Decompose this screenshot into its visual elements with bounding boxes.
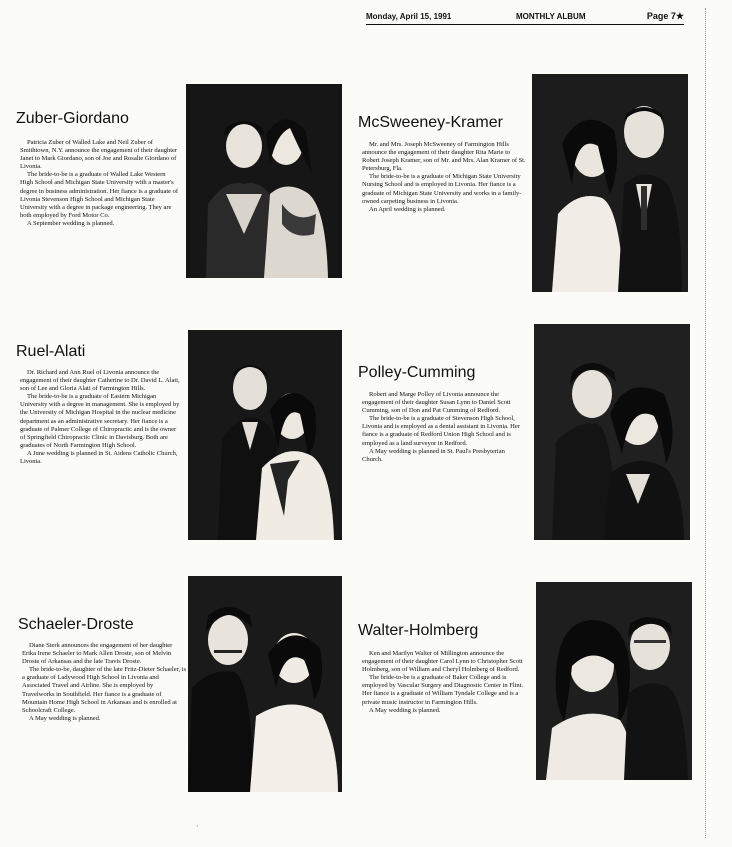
announcement-paragraph: Dr. Richard and Ann Ruel of Livonia announce the engagement of their daughter Catherine to Dr. David L. Alati, son of Lee and Gloria Alati of Farmington Hills. [20, 369, 180, 393]
announcement-body [20, 369, 182, 466]
page-header [366, 10, 684, 25]
margin-rule [705, 8, 706, 838]
couple-photo [534, 324, 690, 540]
announcement-paragraph: A June wedding is planned in St. Aidens Catholic Church, Livonia. [20, 449, 178, 466]
announcement-paragraph: A May wedding is planned. [29, 714, 101, 722]
announcement-title: Ruel-Alati [16, 343, 86, 360]
announcement-title: Schaeler-Droste [18, 616, 134, 633]
announcement-title: Polley-Cumming [358, 364, 476, 381]
announcement-title: Walter-Holmberg [358, 622, 479, 639]
announcement-body [362, 391, 526, 464]
announcement-paragraph: Mr. and Mrs. Joseph McSweeney of Farmington Hills announce the engagement of their daughter Rita Marie to Robert Joseph Kramer, son of Mr. and Mrs. Alan Kramer of St. Petersburg, Fla. [362, 141, 526, 173]
announcement-paragraph: Patricia Zuber of Walled Lake and Neil Zuber of Smithtown, N.Y. announce the engagement of their daughter Janet to Mark Giordano, son of Joe and Rosalie Giordano of Livonia. [20, 139, 178, 171]
announcement-body [22, 642, 186, 723]
announcement-paragraph: The bride-to-be, daughter of the late Fritz-Dieter Schaeler, is a graduate of Ladywood High School in Livonia and Associated Travel and Airline. She is employed by Travelworks in Southfield. Her fiance is a graduate of Mountain Home High School in Arkansas and is enrolled at Schoolcraft College. [22, 666, 186, 714]
announcement-body [362, 141, 526, 214]
couple-photo [532, 74, 688, 292]
announcement-paragraph: Diane Sterk announces the engagement of her daughter Erika Irene Schaeler to Mark Allen Droste, son of Melvin Droste of Arkansas and the late Travis Droste. [22, 642, 173, 666]
announcement-body [362, 650, 532, 715]
announcement-paragraph: The bride-to-be is a graduate of Eastern Michigan University with a degree in management. She is employed by the University of Michigan Hospital in the nuclear medicine department as an administrative secretary. Her fiance is a graduate of Palmer College of Chiropractic and is the owner of Springfield Chiropractic Clinic in Davisburg. Both are graduates of North Farmington High School. [20, 393, 180, 449]
announcement-paragraph: The bride-to-be is a graduate of Michigan State University Nursing School and is employed in Livonia. Her fiance is a graduate of Michigan State University and works in a family-owned carpeting business in Livonia. [362, 173, 522, 205]
header-page-number: Page 7★ [646, 11, 684, 21]
announcement-body [20, 139, 180, 228]
header-date: Monday, April 15, 1991 [366, 12, 452, 21]
couple-photo [536, 582, 692, 780]
announcement-title: Zuber-Giordano [16, 110, 129, 127]
couple-photo [186, 84, 342, 278]
announcement-paragraph: A September wedding is planned. [27, 219, 115, 227]
announcement-paragraph: Ken and Marilyn Walter of Millington announce the engagement of their daughter Carol Lynn to Christopher Scott Holmberg, son of William and Cheryl Holmberg of Redford. [362, 650, 523, 674]
couple-photo [188, 330, 342, 540]
header-section: MONTHLY ALBUM [516, 12, 586, 21]
couple-photo [188, 576, 342, 792]
announcement-paragraph: The bride-to-be is a graduate of Stevenson High School, Livonia and is employed as a dental assistant in Livonia. Her fiance is a graduate of Redford Union High School and is employed as a land surveyor in Redford. [362, 415, 520, 447]
announcement-paragraph: Robert and Marge Polley of Livonia announce the engagement of their daughter Susan Lynn to Daniel Scott Cumming, son of Don and Pat Cumming of Redford. [362, 391, 511, 415]
announcement-title: McSweeney-Kramer [358, 114, 503, 131]
announcement-paragraph: A May wedding is planned. [369, 706, 441, 714]
print-mark: · [196, 822, 199, 831]
announcement-paragraph: A May wedding is planned in St. Paul's Presbyterian Church. [362, 447, 505, 463]
announcement-paragraph: The bride-to-be is a graduate of Walled Lake Western High School and Michigan State University with a master's degree in business administration. Her fiance is a graduate of Livonia Stevenson High School and Michigan State University with a degree in package engineering. They are both employed by Ford Motor Co. [20, 171, 179, 219]
announcement-paragraph: An April wedding is planned. [369, 205, 446, 213]
announcement-paragraph: The bride-to-be is a graduate of Baker College and is employed by Vascular Surgery and Diagnostic Center in Flint. Her fiance is a graduate of William Tyndale College and is a private music instructor in Farmington Hills. [362, 674, 524, 706]
